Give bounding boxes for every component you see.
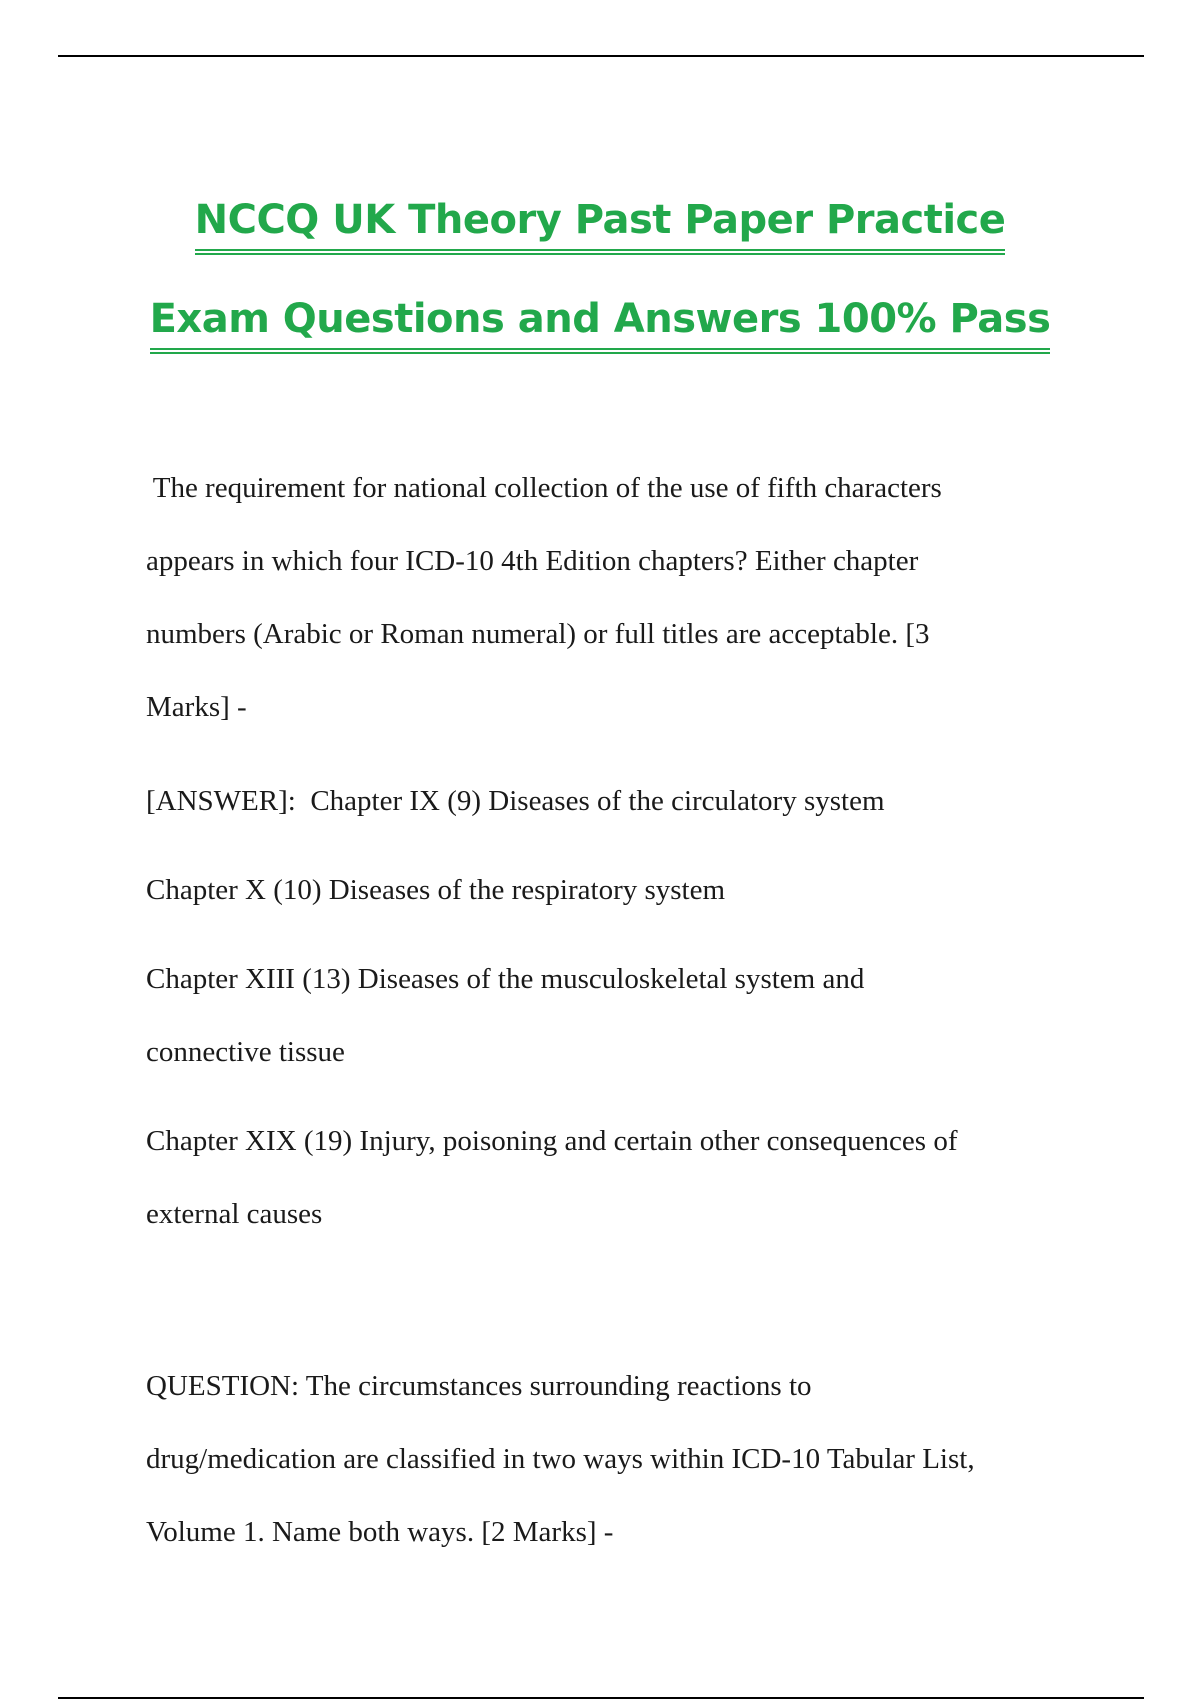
answer-1 xyxy=(146,765,1066,1267)
question-2-line: QUESTION: The circumstances surrounding reactions to xyxy=(146,1370,812,1402)
question-2-line: Volume 1. Name both ways. [2 Marks] - xyxy=(146,1516,614,1548)
question-2 xyxy=(146,1350,1066,1569)
question-1-line: Marks] - xyxy=(146,691,247,723)
document-title xyxy=(0,172,1200,370)
answer-line-chapter-9: [ANSWER]: Chapter IX (9) Diseases of the circulatory system xyxy=(146,785,885,817)
bottom-rule xyxy=(58,1697,1144,1699)
answer-item-chapter-13 xyxy=(146,943,1066,1089)
answer-line-chapter-13-cont: connective tissue xyxy=(146,1036,345,1068)
answer-line-chapter-13: Chapter XIII (13) Diseases of the musculoskeletal system and xyxy=(146,963,865,995)
answer-line-chapter-19: Chapter XIX (19) Injury, poisoning and certain other consequences of xyxy=(146,1125,958,1157)
title-line-2: Exam Questions and Answers 100% Pass xyxy=(150,271,1051,370)
top-rule xyxy=(58,55,1144,57)
question-1-line: appears in which four ICD-10 4th Edition chapters? Either chapter xyxy=(146,545,919,577)
question-2-line: drug/medication are classified in two ways within ICD-10 Tabular List, xyxy=(146,1443,975,1475)
answer-line-chapter-10: Chapter X (10) Diseases of the respiratory system xyxy=(146,874,726,906)
answer-item-chapter-19 xyxy=(146,1105,1066,1251)
answer-line-chapter-19-cont: external causes xyxy=(146,1198,323,1230)
question-1-line: numbers (Arabic or Roman numeral) or full titles are acceptable. [3 xyxy=(146,618,930,650)
question-1-line: The requirement for national collection of the use of fifth characters xyxy=(146,472,942,504)
question-1 xyxy=(146,452,1066,744)
title-line-1: NCCQ UK Theory Past Paper Practice xyxy=(195,172,1006,271)
